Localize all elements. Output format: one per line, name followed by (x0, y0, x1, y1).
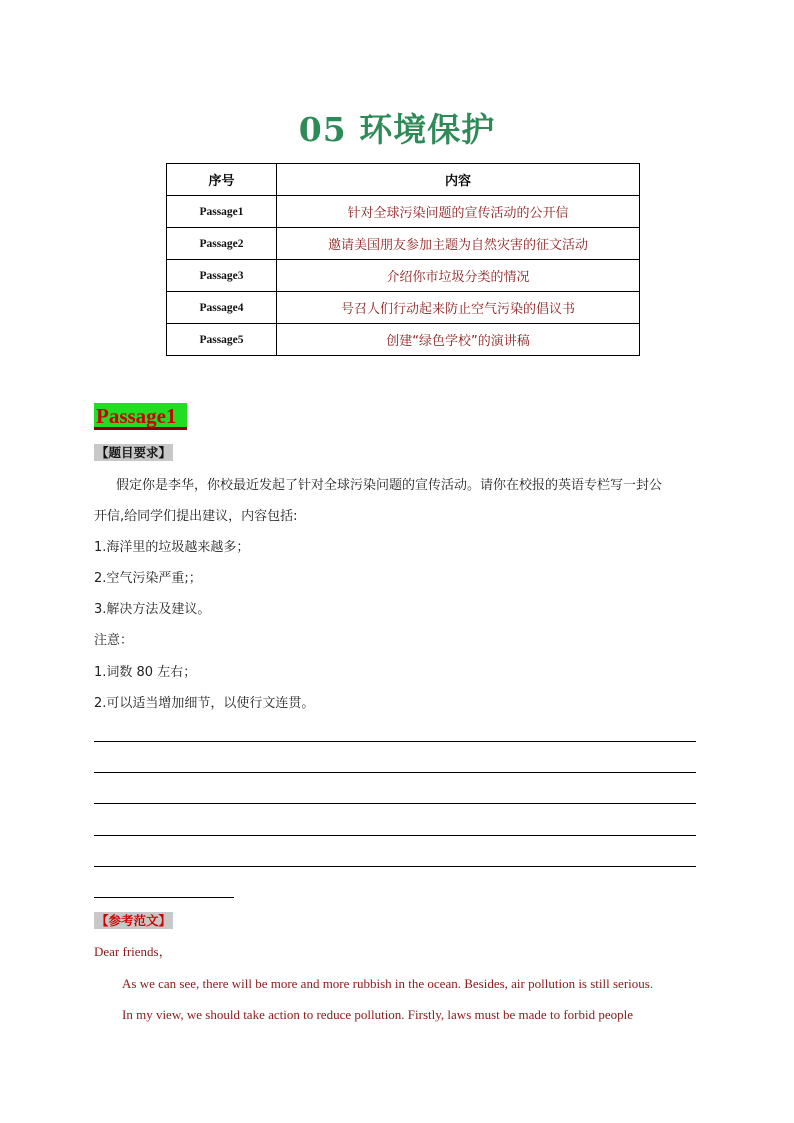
row-content: 创建“绿色学校”的演讲稿 (277, 324, 640, 356)
sample-greeting: Dear friends， (94, 944, 172, 959)
table-header-row (167, 164, 640, 196)
note-label: 注意： (94, 633, 134, 648)
row-number: Passage5 (167, 324, 277, 356)
note-item: 2.可以适当增加细节，以使行文连贯。 (94, 696, 315, 711)
sample-line: As we can see, there will be more and more rubbish in the ocean. Besides, air pollution is still serious. (122, 976, 654, 991)
prompt-line: 开信,给同学们提出建议，内容包括: (94, 509, 298, 524)
table-row (167, 324, 640, 356)
point-item: 3.解决方法及建议。 (94, 602, 211, 617)
passage-badge: Passage1 (94, 403, 187, 430)
contents-table (166, 163, 640, 356)
answer-line (94, 897, 234, 898)
row-number: Passage2 (167, 228, 277, 260)
row-content: 针对全球污染问题的宣传活动的公开信 (277, 196, 640, 228)
table-row (167, 260, 640, 292)
sample-line: In my view, we should take action to reduce pollution. Firstly, laws must be made to forbid people (122, 1007, 633, 1022)
prompt-line: 假定你是李华，你校最近发起了针对全球污染问题的宣传活动。请你在校报的英语专栏写一封公 (116, 478, 663, 493)
row-number: Passage1 (167, 196, 277, 228)
row-content: 介绍你市垃圾分类的情况 (277, 260, 640, 292)
row-number: Passage4 (167, 292, 277, 324)
point-item: 1.海洋里的垃圾越来越多； (94, 540, 250, 555)
page-title: 05 环境保护 (298, 110, 496, 149)
row-content: 邀请美国朋友参加主题为自然灾害的征文活动 (277, 228, 640, 260)
point-item: 2.空气污染严重;； (94, 571, 202, 586)
row-number: Passage3 (167, 260, 277, 292)
answer-line (94, 835, 696, 836)
header-number: 序号 (167, 164, 277, 196)
answer-line (94, 772, 696, 773)
requirement-label: 【题目要求】 (96, 445, 172, 460)
row-content: 号召人们行动起来防止空气污染的倡议书 (277, 292, 640, 324)
table-row (167, 292, 640, 324)
answer-line (94, 741, 696, 742)
sample-label: 【参考范文】 (96, 913, 172, 928)
note-item: 1.词数 80 左右； (94, 665, 197, 680)
table-row (167, 196, 640, 228)
answer-line (94, 803, 696, 804)
answer-line (94, 866, 696, 867)
header-content: 内容 (277, 164, 640, 196)
table-row (167, 228, 640, 260)
